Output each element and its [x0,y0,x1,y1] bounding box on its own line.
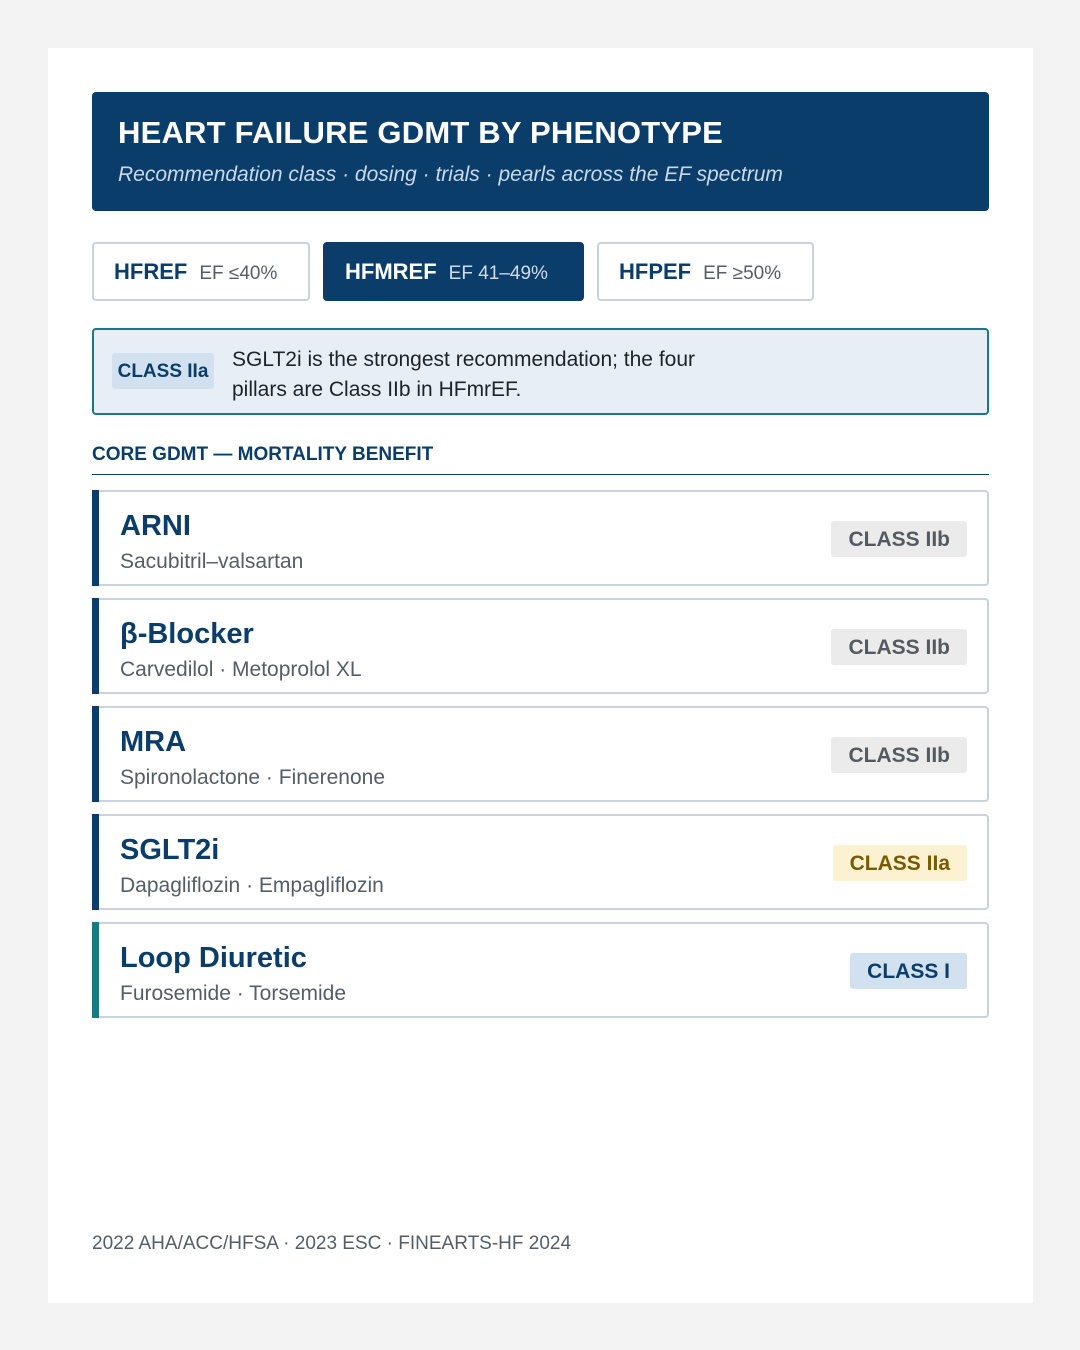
tab-hfpef[interactable] [597,242,814,301]
card-accent-bar [92,598,99,694]
drug-name: MRA [120,726,187,758]
callout-text: SGLT2i is the strongest recommendation; the four pillars are Class IIb in HFmrEF. [232,348,696,401]
drug-name: ARNI [120,510,191,542]
drug-name: Loop Diuretic [120,942,307,974]
drug-name: SGLT2i [120,834,220,866]
tab-label: HFREF [114,258,188,284]
drug-agents: Furosemide · Torsemide [120,982,347,1005]
class-badge: CLASS IIb [831,521,967,557]
page-title: HEART FAILURE GDMT BY PHENOTYPE [118,115,724,150]
content-card [48,48,1033,1303]
card-accent-bar [92,922,99,1018]
tab-hfmref[interactable] [323,242,584,301]
class-badge: CLASS IIb [831,737,967,773]
callout-class-badge: CLASS IIa [112,353,214,389]
drug-agents: Dapagliflozin · Empagliflozin [120,874,384,897]
class-badge: CLASS I [850,953,967,989]
tab-ef-range: EF ≥50% [703,262,782,284]
class-badge: CLASS IIb [831,629,967,665]
drug-agents: Spironolactone · Finerenone [120,766,386,789]
header-banner [92,92,989,211]
tab-ef-range: EF ≤40% [199,262,278,284]
tab-ef-range: EF 41–49% [448,262,548,284]
card-accent-bar [92,490,99,586]
drug-name: β-Blocker [120,618,254,650]
drug-card-mra[interactable] [92,706,989,802]
references-footer: 2022 AHA/ACC/HFSA · 2023 ESC · FINEARTS-HF 2024 [92,1233,572,1254]
drug-card-arni[interactable] [92,490,989,586]
drug-card-loop-diuretic[interactable] [92,922,989,1018]
recommendation-callout [92,328,989,415]
page-subtitle: Recommendation class · dosing · trials · pearls across the EF spectrum [118,163,783,186]
drug-agents: Carvedilol · Metoprolol XL [120,658,362,681]
card-accent-bar [92,814,99,910]
drug-agents: Sacubitril–valsartan [120,550,304,573]
tab-label: HFPEF [619,258,692,284]
drug-card-sglt2i[interactable] [92,814,989,910]
class-badge: CLASS IIa [833,845,967,881]
drug-card-beta-blocker[interactable] [92,598,989,694]
tab-hfref[interactable] [92,242,310,301]
tab-label: HFMREF [345,258,437,284]
card-accent-bar [92,706,99,802]
section-title: CORE GDMT — MORTALITY BENEFIT [92,444,989,475]
